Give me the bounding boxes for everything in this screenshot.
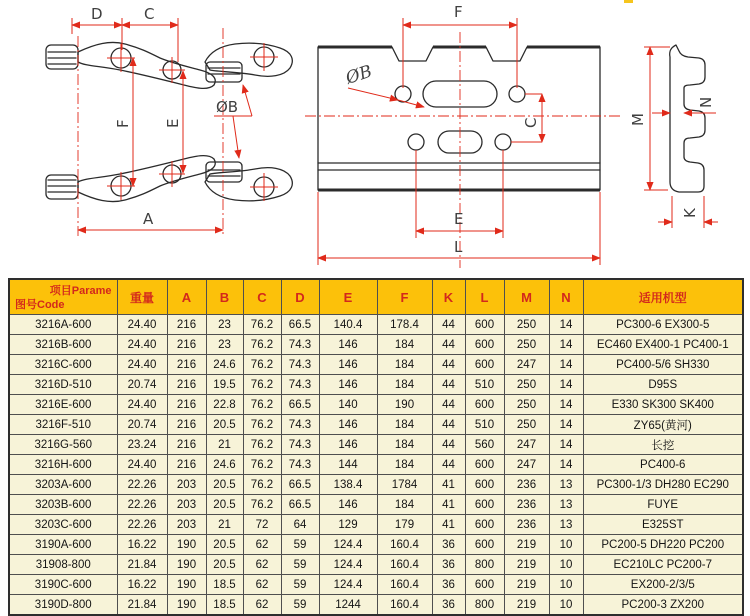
value-cell: 20.5	[206, 495, 243, 515]
value-cell: 24.40	[117, 335, 167, 355]
column-header: D	[281, 279, 319, 315]
table-body	[9, 315, 743, 616]
table-row	[9, 375, 743, 395]
value-cell: 74.3	[281, 455, 319, 475]
column-header: M	[504, 279, 549, 315]
value-cell: 44	[432, 335, 465, 355]
value-cell: 76.2	[243, 335, 281, 355]
value-cell: 41	[432, 515, 465, 535]
value-cell: 184	[377, 335, 432, 355]
model-cell: PC300-6 EX300-5	[583, 315, 743, 335]
column-header: A	[167, 279, 206, 315]
value-cell: 74.3	[281, 355, 319, 375]
value-cell: 44	[432, 395, 465, 415]
value-cell: 44	[432, 455, 465, 475]
value-cell: 10	[549, 555, 583, 575]
value-cell: 250	[504, 375, 549, 395]
value-cell: 24.6	[206, 455, 243, 475]
value-cell: 140.4	[319, 315, 377, 335]
table-row	[9, 515, 743, 535]
value-cell: 14	[549, 355, 583, 375]
value-cell: 36	[432, 575, 465, 595]
value-cell: 20.5	[206, 475, 243, 495]
value-cell: 160.4	[377, 595, 432, 616]
value-cell: 216	[167, 455, 206, 475]
value-cell: 510	[465, 415, 504, 435]
value-cell: 14	[549, 435, 583, 455]
table-row	[9, 435, 743, 455]
table-row	[9, 395, 743, 415]
value-cell: 600	[465, 515, 504, 535]
value-cell: 76.2	[243, 375, 281, 395]
dim-label-a: A	[143, 210, 154, 228]
value-cell: 560	[465, 435, 504, 455]
value-cell: 21.84	[117, 595, 167, 616]
value-cell: 20.74	[117, 375, 167, 395]
table-row	[9, 535, 743, 555]
value-cell: 20.5	[206, 555, 243, 575]
value-cell: 21.84	[117, 555, 167, 575]
value-cell: 21	[206, 515, 243, 535]
value-cell: 178.4	[377, 315, 432, 335]
value-cell: 14	[549, 415, 583, 435]
model-cell: EX200-2/3/5	[583, 575, 743, 595]
value-cell: 24.40	[117, 315, 167, 335]
dim-label-b: ØB	[343, 61, 375, 89]
model-cell: PC300-1/3 DH280 EC290	[583, 475, 743, 495]
value-cell: 21	[206, 435, 243, 455]
corner-header-cell	[9, 279, 117, 315]
value-cell: 160.4	[377, 575, 432, 595]
value-cell: 76.2	[243, 495, 281, 515]
value-cell: 138.4	[319, 475, 377, 495]
value-cell: 184	[377, 455, 432, 475]
value-cell: 190	[377, 395, 432, 415]
value-cell: 59	[281, 575, 319, 595]
value-cell: 10	[549, 575, 583, 595]
value-cell: 44	[432, 315, 465, 335]
value-cell: 124.4	[319, 575, 377, 595]
value-cell: 184	[377, 415, 432, 435]
model-cell: 长挖	[583, 435, 743, 455]
value-cell: 62	[243, 575, 281, 595]
value-cell: 23.24	[117, 435, 167, 455]
value-cell: 76.2	[243, 435, 281, 455]
value-cell: 44	[432, 415, 465, 435]
value-cell: 216	[167, 335, 206, 355]
value-cell: 184	[377, 355, 432, 375]
model-cell: PC400-6	[583, 455, 743, 475]
value-cell: 146	[319, 375, 377, 395]
value-cell: 76.2	[243, 395, 281, 415]
value-cell: 250	[504, 415, 549, 435]
table-header	[9, 279, 743, 315]
value-cell: 190	[167, 535, 206, 555]
value-cell: 510	[465, 375, 504, 395]
part-code-cell: 3203B-600	[9, 495, 117, 515]
value-cell: 219	[504, 595, 549, 616]
value-cell: 179	[377, 515, 432, 535]
value-cell: 800	[465, 595, 504, 616]
part-code-cell: 3216B-600	[9, 335, 117, 355]
value-cell: 59	[281, 595, 319, 616]
value-cell: 600	[465, 575, 504, 595]
dim-label-c: C	[144, 5, 155, 23]
value-cell: 160.4	[377, 535, 432, 555]
value-cell: 146	[319, 435, 377, 455]
value-cell: 600	[465, 495, 504, 515]
corner-label-parameter: 项目Parame	[49, 285, 112, 297]
value-cell: 203	[167, 515, 206, 535]
dim-label-f: F	[454, 3, 463, 21]
value-cell: 19.5	[206, 375, 243, 395]
part-code-cell: 3216C-600	[9, 355, 117, 375]
value-cell: 13	[549, 495, 583, 515]
model-cell: PC200-3 ZX200	[583, 595, 743, 616]
dim-label-c: C	[522, 117, 540, 128]
part-code-cell: 3216G-560	[9, 435, 117, 455]
table-row	[9, 355, 743, 375]
model-cell: D95S	[583, 375, 743, 395]
value-cell: 219	[504, 535, 549, 555]
value-cell: 216	[167, 315, 206, 335]
value-cell: 800	[465, 555, 504, 575]
value-cell: 129	[319, 515, 377, 535]
dim-label-b: ØB	[216, 98, 239, 116]
value-cell: 250	[504, 395, 549, 415]
value-cell: 216	[167, 355, 206, 375]
value-cell: 59	[281, 555, 319, 575]
model-cell: E325ST	[583, 515, 743, 535]
part-code-cell: 3190D-800	[9, 595, 117, 616]
dim-label-f: F	[114, 119, 132, 128]
value-cell: 24.6	[206, 355, 243, 375]
table-row	[9, 415, 743, 435]
value-cell: 190	[167, 555, 206, 575]
value-cell: 203	[167, 475, 206, 495]
value-cell: 20.5	[206, 415, 243, 435]
value-cell: 216	[167, 435, 206, 455]
value-cell: 74.3	[281, 335, 319, 355]
dim-label-l: L	[454, 238, 463, 256]
track-link-side-view	[46, 5, 292, 236]
part-code-cell: 31908-800	[9, 555, 117, 575]
value-cell: 24.40	[117, 355, 167, 375]
part-code-cell: 3216A-600	[9, 315, 117, 335]
dim-label-e: E	[454, 210, 464, 228]
value-cell: 124.4	[319, 555, 377, 575]
value-cell: 66.5	[281, 495, 319, 515]
column-header: N	[549, 279, 583, 315]
value-cell: 140	[319, 395, 377, 415]
value-cell: 216	[167, 375, 206, 395]
model-cell: FUYE	[583, 495, 743, 515]
value-cell: 64	[281, 515, 319, 535]
value-cell: 124.4	[319, 535, 377, 555]
value-cell: 18.5	[206, 595, 243, 616]
value-cell: 203	[167, 495, 206, 515]
value-cell: 18.5	[206, 575, 243, 595]
value-cell: 24.40	[117, 395, 167, 415]
technical-drawings	[0, 0, 750, 278]
value-cell: 247	[504, 355, 549, 375]
part-code-cell: 3190A-600	[9, 535, 117, 555]
value-cell: 14	[549, 375, 583, 395]
value-cell: 236	[504, 495, 549, 515]
value-cell: 62	[243, 555, 281, 575]
table-row	[9, 575, 743, 595]
value-cell: 600	[465, 455, 504, 475]
value-cell: 22.26	[117, 515, 167, 535]
value-cell: 600	[465, 355, 504, 375]
value-cell: 74.3	[281, 415, 319, 435]
part-code-cell: 3203A-600	[9, 475, 117, 495]
value-cell: 66.5	[281, 395, 319, 415]
table-row	[9, 555, 743, 575]
value-cell: 20.74	[117, 415, 167, 435]
value-cell: 66.5	[281, 315, 319, 335]
value-cell: 219	[504, 575, 549, 595]
value-cell: 41	[432, 495, 465, 515]
table-row	[9, 595, 743, 616]
value-cell: 13	[549, 515, 583, 535]
value-cell: 23	[206, 315, 243, 335]
value-cell: 36	[432, 595, 465, 616]
value-cell: 10	[549, 595, 583, 616]
value-cell: 24.40	[117, 455, 167, 475]
part-code-cell: 3216E-600	[9, 395, 117, 415]
part-code-cell: 3216D-510	[9, 375, 117, 395]
value-cell: 44	[432, 435, 465, 455]
dim-label-d: D	[91, 5, 103, 23]
model-cell: EC210LC PC200-7	[583, 555, 743, 575]
track-shoe-plan-view	[305, 3, 620, 268]
column-header: C	[243, 279, 281, 315]
value-cell: 219	[504, 555, 549, 575]
value-cell: 247	[504, 435, 549, 455]
value-cell: 36	[432, 555, 465, 575]
value-cell: 600	[465, 535, 504, 555]
value-cell: 600	[465, 315, 504, 335]
value-cell: 14	[549, 395, 583, 415]
table-row	[9, 335, 743, 355]
value-cell: 74.3	[281, 375, 319, 395]
value-cell: 236	[504, 515, 549, 535]
corner-label-code: 图号Code	[15, 299, 65, 311]
value-cell: 16.22	[117, 535, 167, 555]
value-cell: 44	[432, 355, 465, 375]
value-cell: 62	[243, 535, 281, 555]
scan-artifact	[624, 0, 633, 3]
column-header: K	[432, 279, 465, 315]
value-cell: 20.5	[206, 535, 243, 555]
track-shoe-section-view	[629, 45, 718, 228]
part-code-cell: 3216F-510	[9, 415, 117, 435]
value-cell: 146	[319, 495, 377, 515]
value-cell: 247	[504, 455, 549, 475]
dim-label-e: E	[164, 118, 182, 128]
value-cell: 1784	[377, 475, 432, 495]
column-header: F	[377, 279, 432, 315]
model-cell: PC200-5 DH220 PC200	[583, 535, 743, 555]
value-cell: 160.4	[377, 555, 432, 575]
column-header: 重量	[117, 279, 167, 315]
part-code-cell: 3203C-600	[9, 515, 117, 535]
column-header: B	[206, 279, 243, 315]
value-cell: 190	[167, 575, 206, 595]
value-cell: 190	[167, 595, 206, 616]
value-cell: 250	[504, 315, 549, 335]
model-cell: ZY65(黄河)	[583, 415, 743, 435]
model-cell: EC460 EX400-1 PC400-1	[583, 335, 743, 355]
table-row	[9, 475, 743, 495]
value-cell: 22.26	[117, 495, 167, 515]
value-cell: 216	[167, 395, 206, 415]
value-cell: 184	[377, 375, 432, 395]
value-cell: 59	[281, 535, 319, 555]
part-code-cell: 3190C-600	[9, 575, 117, 595]
value-cell: 76.2	[243, 475, 281, 495]
value-cell: 44	[432, 375, 465, 395]
value-cell: 76.2	[243, 355, 281, 375]
value-cell: 14	[549, 315, 583, 335]
spec-table	[8, 278, 744, 616]
value-cell: 22.26	[117, 475, 167, 495]
value-cell: 146	[319, 335, 377, 355]
value-cell: 1244	[319, 595, 377, 616]
drawings-svg	[0, 0, 750, 278]
value-cell: 236	[504, 475, 549, 495]
value-cell: 36	[432, 535, 465, 555]
value-cell: 76.2	[243, 315, 281, 335]
value-cell: 144	[319, 455, 377, 475]
value-cell: 600	[465, 335, 504, 355]
column-header: L	[465, 279, 504, 315]
value-cell: 22.8	[206, 395, 243, 415]
value-cell: 184	[377, 435, 432, 455]
column-header: 适用机型	[583, 279, 743, 315]
value-cell: 146	[319, 415, 377, 435]
value-cell: 66.5	[281, 475, 319, 495]
value-cell: 16.22	[117, 575, 167, 595]
dim-label-n: N	[697, 96, 715, 108]
table-row	[9, 315, 743, 335]
value-cell: 72	[243, 515, 281, 535]
value-cell: 23	[206, 335, 243, 355]
value-cell: 62	[243, 595, 281, 616]
part-code-cell: 3216H-600	[9, 455, 117, 475]
model-cell: PC400-5/6 SH330	[583, 355, 743, 375]
value-cell: 76.2	[243, 415, 281, 435]
value-cell: 14	[549, 455, 583, 475]
dim-label-m: M	[629, 113, 647, 126]
value-cell: 10	[549, 535, 583, 555]
value-cell: 76.2	[243, 455, 281, 475]
value-cell: 250	[504, 335, 549, 355]
table-row	[9, 455, 743, 475]
value-cell: 600	[465, 475, 504, 495]
value-cell: 184	[377, 495, 432, 515]
column-header: E	[319, 279, 377, 315]
value-cell: 600	[465, 395, 504, 415]
value-cell: 216	[167, 415, 206, 435]
value-cell: 146	[319, 355, 377, 375]
value-cell: 41	[432, 475, 465, 495]
value-cell: 13	[549, 475, 583, 495]
dim-label-k: K	[681, 208, 699, 218]
value-cell: 74.3	[281, 435, 319, 455]
table-row	[9, 495, 743, 515]
value-cell: 14	[549, 335, 583, 355]
model-cell: E330 SK300 SK400	[583, 395, 743, 415]
